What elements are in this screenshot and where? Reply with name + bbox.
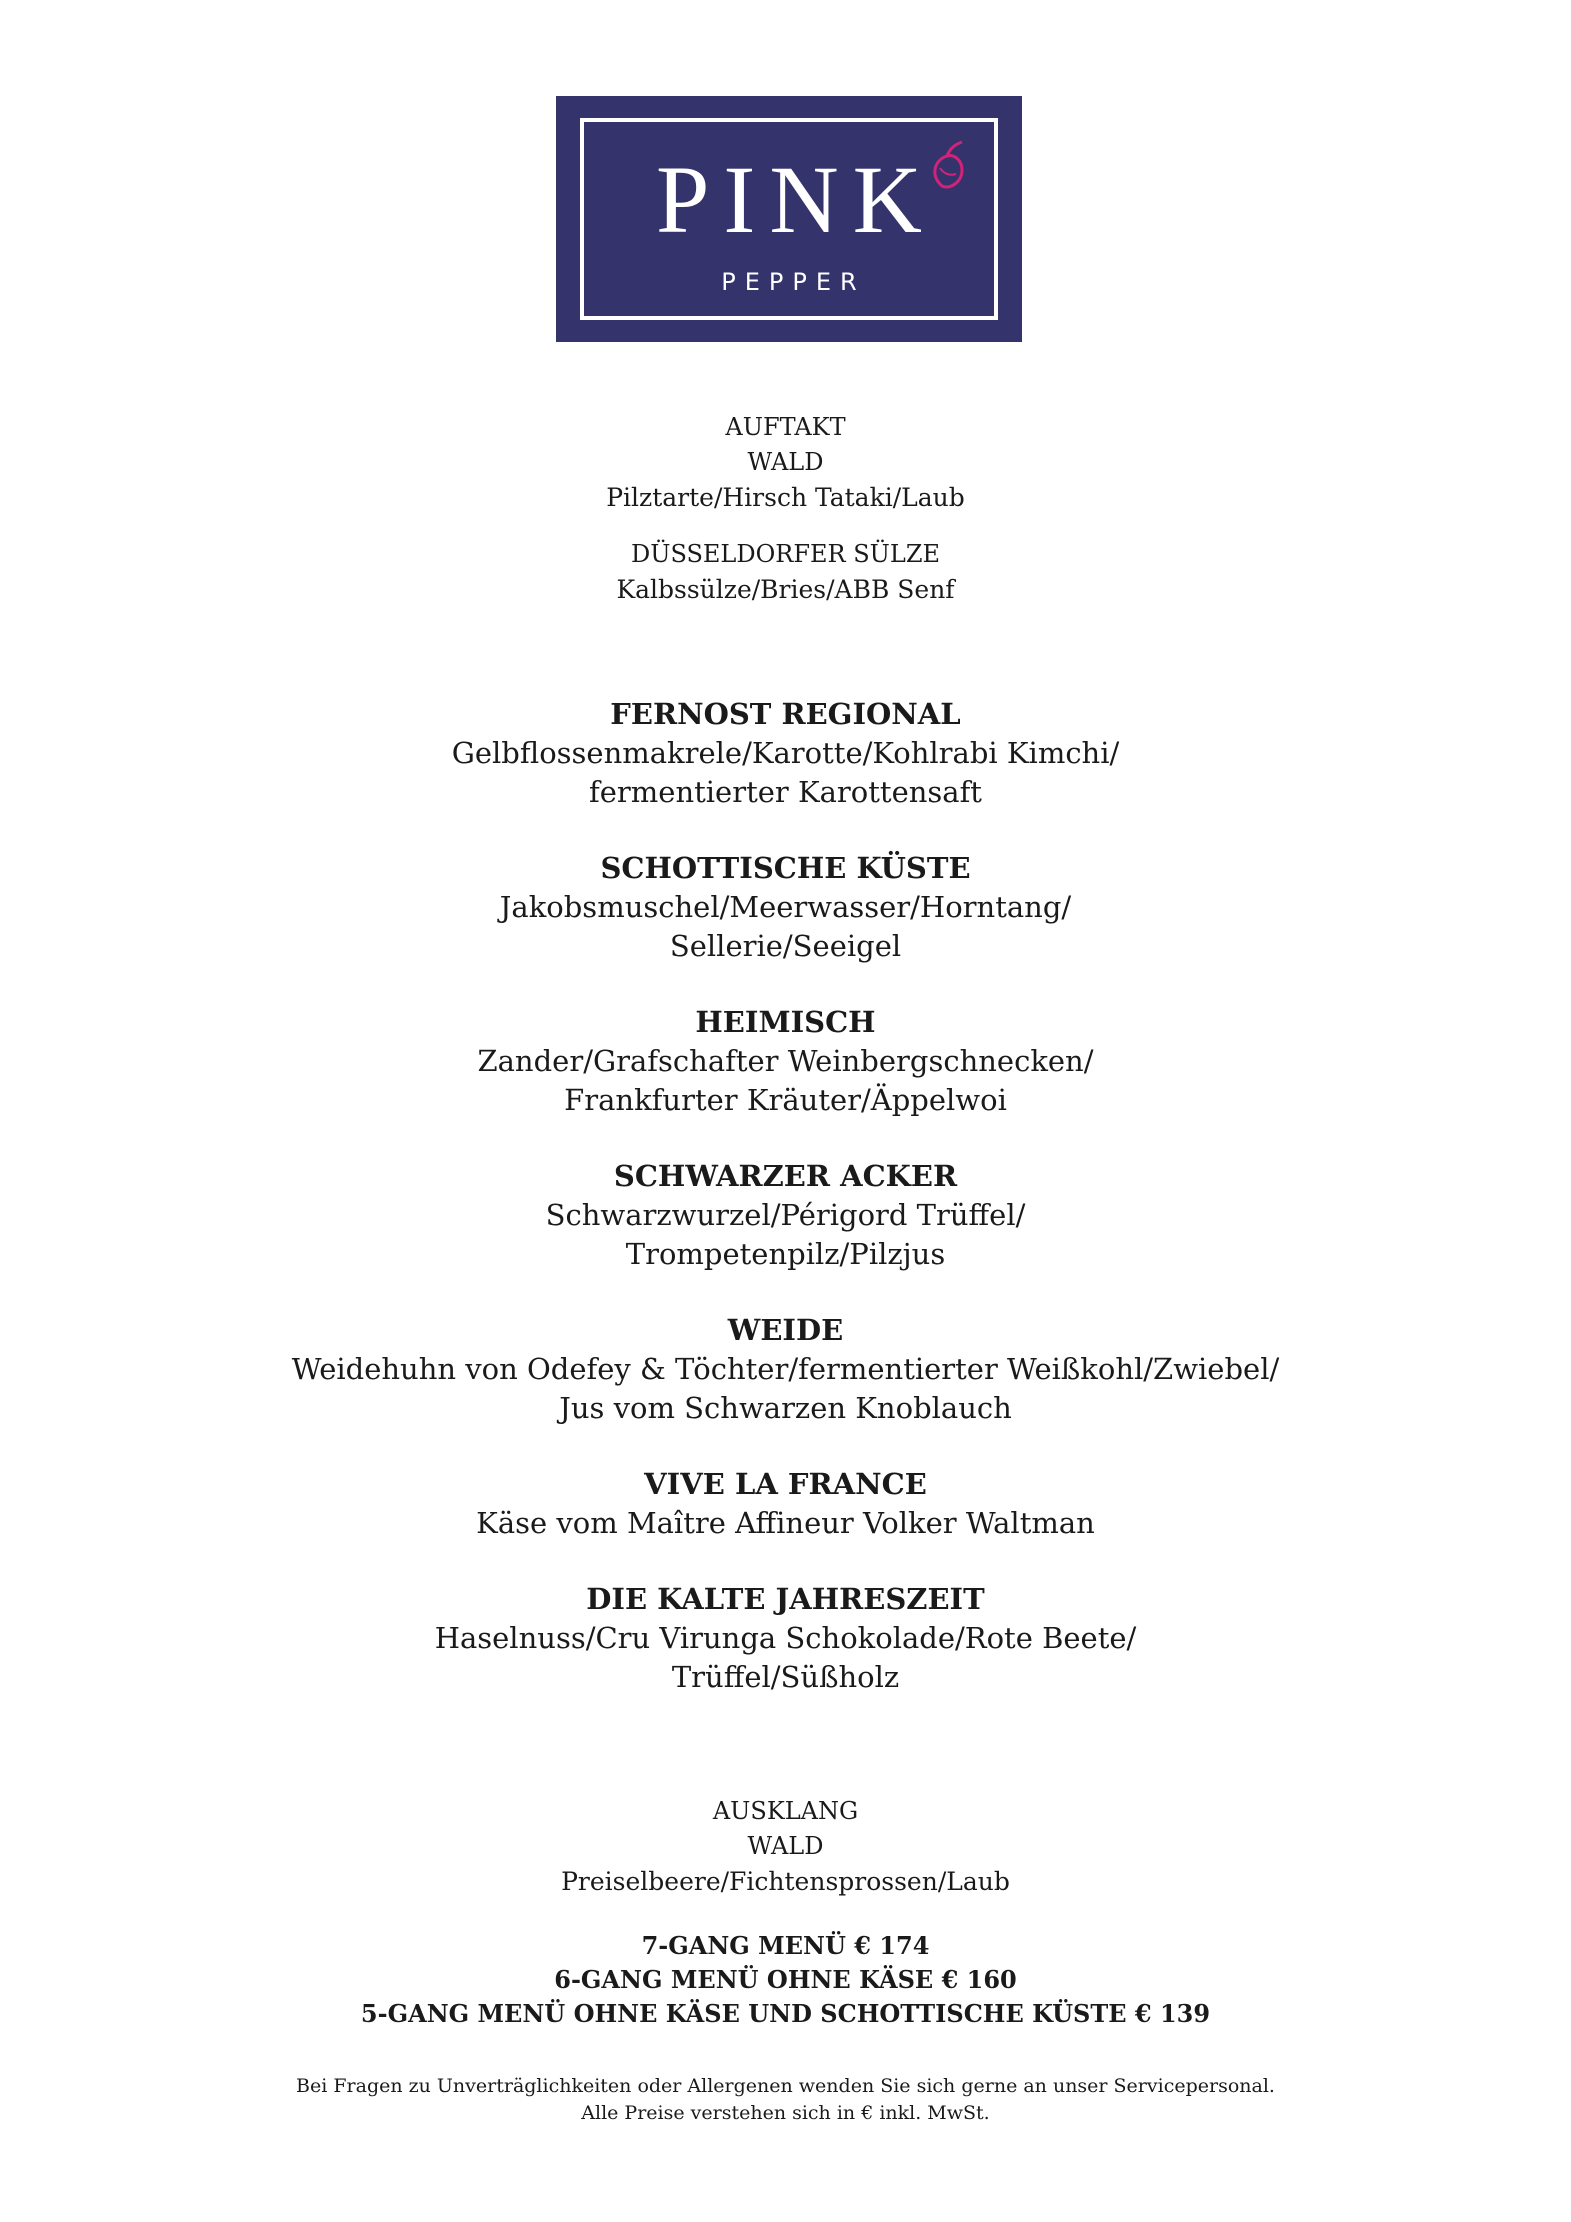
sulze-section xyxy=(0,537,1571,607)
ausklang-label: AUSKLANG xyxy=(712,1797,859,1825)
course-line: Weidehuhn von Odefey & Töchter/fermentierter Weißkohl/Zwiebel/ xyxy=(291,1352,1280,1386)
course-schwarzer-acker xyxy=(0,1157,1571,1274)
course-title: SCHOTTISCHE KÜSTE xyxy=(600,851,971,885)
course-schottische-kueste xyxy=(0,849,1571,966)
price-7-gang: 7-GANG MENÜ € 174 xyxy=(641,1931,930,1960)
allergen-note: Bei Fragen zu Unverträglichkeiten oder Allergenen wenden Sie sich gerne an unser Servicepersonal. xyxy=(296,2075,1275,2097)
tasting-menu xyxy=(0,410,1571,2127)
course-line: Trüffel/Süßholz xyxy=(671,1660,900,1694)
restaurant-logo xyxy=(556,96,1022,342)
menu-prices xyxy=(0,1929,1571,2031)
course-line: Jus vom Schwarzen Knoblauch xyxy=(559,1391,1012,1425)
course-line: Haselnuss/Cru Virunga Schokolade/Rote Beete/ xyxy=(434,1621,1137,1655)
auftakt-item-title: WALD xyxy=(747,448,824,476)
course-title: HEIMISCH xyxy=(695,1005,876,1039)
course-line: Gelbflossenmakrele/Karotte/Kohlrabi Kimchi/ xyxy=(451,736,1120,770)
ausklang-description: Preiselbeere/Fichtensprossen/Laub xyxy=(561,1867,1010,1896)
logo-subtitle: PEPPER xyxy=(721,268,866,296)
course-line: Zander/Grafschafter Weinbergschnecken/ xyxy=(477,1044,1094,1078)
course-title: FERNOST REGIONAL xyxy=(610,697,961,731)
vat-note: Alle Preise verstehen sich in € inkl. MwSt. xyxy=(581,2102,990,2124)
course-title: WEIDE xyxy=(727,1313,844,1347)
course-title: DIE KALTE JAHRESZEIT xyxy=(586,1582,985,1616)
ausklang-title: WALD xyxy=(747,1832,824,1860)
course-die-kalte-jahreszeit xyxy=(0,1580,1571,1697)
auftakt-label: AUFTAKT xyxy=(725,413,846,441)
footer-notes xyxy=(0,2073,1571,2127)
price-5-gang: 5-GANG MENÜ OHNE KÄSE UND SCHOTTISCHE KÜSTE € 139 xyxy=(360,1999,1211,2028)
sulze-title: DÜSSELDORFER SÜLZE xyxy=(630,540,941,568)
logo-title: PINK xyxy=(655,146,936,253)
course-line: Frankfurter Kräuter/Äppelwoi xyxy=(564,1083,1007,1117)
course-heimisch xyxy=(0,1003,1571,1120)
course-line: Jakobsmuschel/Meerwasser/Horntang/ xyxy=(499,890,1072,924)
course-line: Schwarzwurzel/Périgord Trüffel/ xyxy=(545,1198,1026,1232)
price-6-gang: 6-GANG MENÜ OHNE KÄSE € 160 xyxy=(554,1965,1017,1994)
pink-pepper-icon xyxy=(926,140,968,192)
ausklang-section xyxy=(0,1794,1571,1899)
course-line: fermentierter Karottensaft xyxy=(589,775,982,809)
course-title: SCHWARZER ACKER xyxy=(613,1159,958,1193)
course-line: Sellerie/Seeigel xyxy=(669,929,902,963)
sulze-description: Kalbssülze/Bries/ABB Senf xyxy=(616,575,955,604)
course-vive-la-france xyxy=(0,1465,1571,1543)
course-line: Trompetenpilz/Pilzjus xyxy=(625,1237,946,1271)
auftakt-item-description: Pilztarte/Hirsch Tataki/Laub xyxy=(606,483,965,512)
course-fernost-regional xyxy=(0,695,1571,812)
course-line: Käse vom Maître Affineur Volker Waltman xyxy=(476,1506,1095,1540)
auftakt-section xyxy=(0,410,1571,515)
course-weide xyxy=(0,1311,1571,1428)
course-title: VIVE LA FRANCE xyxy=(644,1467,927,1501)
